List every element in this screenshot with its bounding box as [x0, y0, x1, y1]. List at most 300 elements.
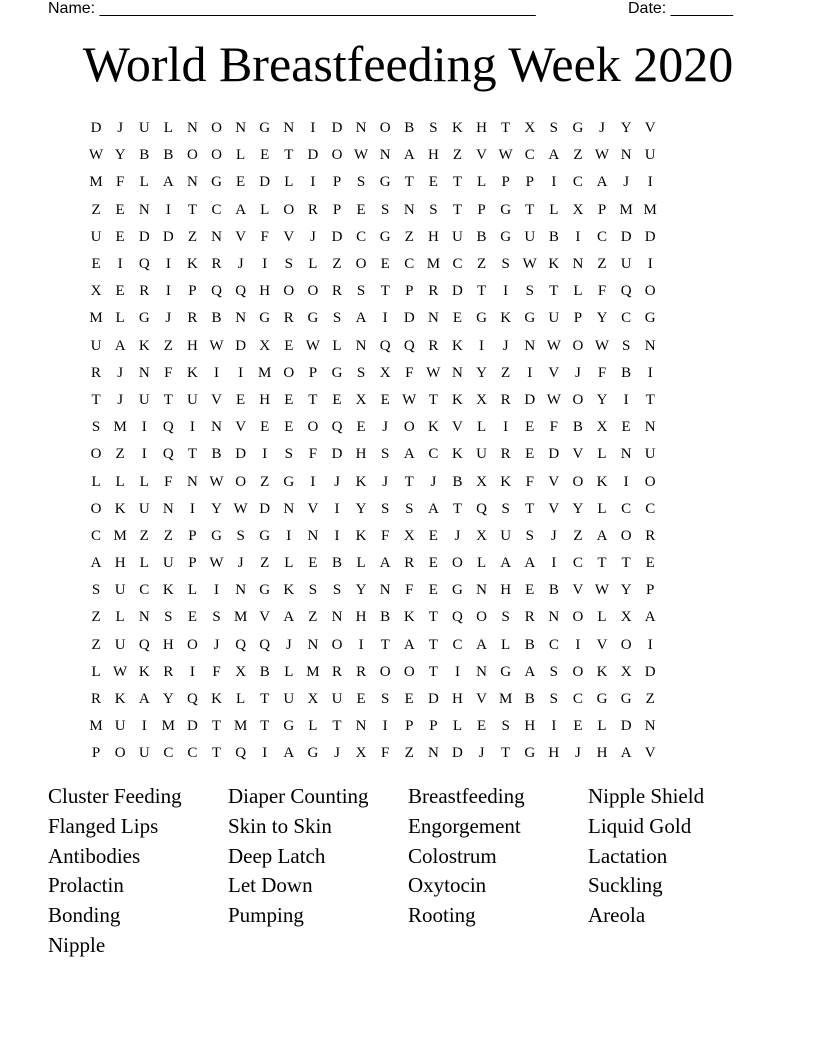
- grid-letter: T: [163, 391, 173, 408]
- grid-letter: S: [332, 582, 342, 599]
- grid-letter: L: [91, 473, 101, 490]
- grid-letter: O: [331, 636, 343, 653]
- grid-letter: Y: [162, 691, 174, 708]
- grid-letter: Y: [355, 500, 367, 517]
- grid-letter: Q: [235, 745, 247, 762]
- grid-letter: N: [187, 174, 198, 191]
- grid-letter: A: [90, 555, 102, 572]
- grid-letter: T: [332, 718, 342, 735]
- grid-letter: D: [187, 718, 198, 735]
- grid-letter: E: [187, 609, 197, 626]
- grid-letter: R: [187, 310, 198, 327]
- grid-letter: C: [621, 500, 632, 517]
- grid-letter: E: [428, 582, 438, 599]
- grid-letter: R: [356, 663, 367, 680]
- grid-letter: G: [211, 174, 222, 191]
- grid-letter: Z: [573, 527, 583, 544]
- grid-letter: Z: [260, 473, 270, 490]
- grid-letter: W: [209, 555, 224, 572]
- grid-letter: W: [594, 582, 610, 599]
- grid-row: [84, 197, 662, 224]
- grid-letter: Y: [114, 147, 126, 164]
- grid-letter: X: [620, 609, 632, 626]
- grid-letter: M: [426, 256, 441, 273]
- grid-letter: O: [379, 663, 391, 680]
- grid-row: [84, 333, 662, 360]
- grid-letter: S: [381, 446, 390, 463]
- grid-letter: K: [114, 691, 126, 708]
- grid-letter: U: [283, 691, 295, 708]
- grid-letter: E: [428, 527, 438, 544]
- grid-letter: I: [503, 283, 509, 300]
- grid-letter: W: [498, 147, 513, 164]
- grid-letter: F: [381, 745, 390, 762]
- grid-letter: T: [308, 391, 318, 408]
- grid-letter: U: [524, 228, 536, 245]
- grid-letter: V: [259, 609, 271, 626]
- grid-row: [84, 740, 662, 767]
- grid-letter: C: [452, 636, 463, 653]
- grid-letter: I: [647, 174, 653, 191]
- grid-letter: D: [331, 120, 343, 137]
- grid-letter: R: [428, 337, 439, 354]
- grid-letter: L: [332, 337, 342, 354]
- grid-letter: G: [379, 228, 391, 245]
- grid-letter: O: [572, 663, 584, 680]
- grid-letter: W: [546, 337, 561, 354]
- grid-letter: E: [525, 446, 535, 463]
- grid-letter: T: [428, 391, 438, 408]
- word-list-item: Cluster Feeding: [48, 784, 182, 808]
- grid-letter: A: [524, 555, 536, 572]
- grid-letter: G: [500, 201, 512, 218]
- word-list-item: Prolactin: [48, 873, 124, 898]
- grid-letter: M: [113, 527, 127, 544]
- grid-letter: F: [597, 283, 607, 300]
- grid-letter: U: [620, 256, 632, 273]
- grid-letter: D: [524, 391, 536, 408]
- grid-letter: D: [620, 718, 632, 735]
- word-list-item: Oxytocin: [408, 873, 487, 898]
- grid-letter: I: [165, 201, 171, 218]
- grid-letter: A: [596, 527, 608, 544]
- page-title: World Breastfeeding Week 2020: [82, 36, 734, 92]
- grid-letter: R: [139, 283, 150, 300]
- grid-letter: S: [212, 609, 221, 626]
- grid-letter: Q: [235, 283, 247, 300]
- grid-row: [84, 251, 662, 278]
- grid-letter: T: [452, 201, 463, 218]
- grid-letter: B: [139, 147, 150, 164]
- grid-letter: C: [645, 500, 656, 517]
- grid-letter: L: [139, 174, 149, 191]
- grid-letter: H: [548, 745, 560, 762]
- grid-letter: I: [623, 391, 629, 408]
- grid-letter: N: [355, 718, 367, 735]
- grid-letter: O: [620, 636, 632, 653]
- grid-letter: U: [138, 391, 150, 408]
- grid-letter: T: [428, 636, 438, 653]
- grid-letter: D: [90, 120, 102, 137]
- grid-letter: J: [454, 527, 461, 544]
- grid-letter: B: [452, 473, 463, 490]
- grid-letter: L: [236, 147, 246, 164]
- grid-letter: I: [575, 636, 581, 653]
- grid-letter: I: [189, 419, 195, 436]
- grid-letter: O: [211, 120, 222, 137]
- grid-letter: E: [115, 283, 125, 300]
- grid-letter: F: [597, 364, 607, 381]
- grid-letter: E: [380, 256, 390, 273]
- grid-letter: V: [452, 419, 463, 436]
- grid-letter: I: [262, 745, 268, 762]
- date-field-label: Date: _______: [628, 0, 733, 17]
- letter-grid: [84, 115, 662, 768]
- grid-row: [84, 305, 662, 332]
- grid-letter: W: [113, 663, 128, 680]
- grid-letter: F: [115, 174, 125, 191]
- grid-letter: R: [500, 391, 511, 408]
- grid-letter: B: [211, 446, 222, 463]
- grid-letter: S: [356, 364, 366, 381]
- grid-letter: M: [643, 201, 657, 218]
- grid-letter: G: [283, 718, 295, 735]
- grid-letter: N: [403, 201, 415, 218]
- grid-letter: H: [187, 337, 198, 354]
- grid-letter: W: [402, 391, 417, 408]
- grid-letter: O: [403, 419, 415, 436]
- grid-letter: X: [235, 663, 247, 680]
- grid-letter: S: [356, 174, 366, 191]
- grid-letter: L: [115, 609, 125, 626]
- grid-letter: F: [308, 446, 318, 463]
- grid-letter: E: [380, 391, 390, 408]
- grid-letter: J: [213, 636, 220, 653]
- grid-letter: N: [476, 663, 487, 680]
- grid-letter: T: [380, 283, 390, 300]
- grid-letter: B: [163, 147, 174, 164]
- grid-letter: A: [283, 609, 295, 626]
- grid-letter: K: [355, 473, 367, 490]
- grid-letter: N: [331, 609, 343, 626]
- grid-letter: W: [594, 337, 610, 354]
- grid-letter: I: [527, 364, 533, 381]
- grid-letter: Q: [259, 636, 271, 653]
- grid-letter: O: [235, 473, 247, 490]
- word-list-item: Nipple: [48, 932, 106, 957]
- grid-letter: Z: [476, 256, 487, 273]
- word-list-item: Rooting: [408, 903, 476, 928]
- grid-letter: H: [114, 555, 126, 572]
- grid-letter: T: [211, 718, 222, 735]
- word-list: [48, 782, 768, 961]
- grid-letter: J: [165, 310, 172, 327]
- grid-letter: A: [235, 201, 247, 218]
- grid-letter: B: [572, 419, 583, 436]
- grid-letter: P: [188, 555, 197, 572]
- grid-row: [84, 577, 662, 604]
- grid-letter: Q: [620, 283, 632, 300]
- grid-letter: Z: [115, 446, 125, 463]
- grid-letter: Y: [596, 310, 608, 327]
- grid-letter: I: [214, 364, 220, 381]
- grid-row: [84, 278, 662, 305]
- grid-letter: J: [430, 473, 437, 490]
- grid-letter: Z: [332, 256, 342, 273]
- grid-letter: Y: [620, 582, 632, 599]
- grid-letter: J: [575, 745, 581, 762]
- grid-letter: I: [551, 174, 557, 191]
- grid-letter: B: [211, 310, 222, 327]
- grid-letter: U: [548, 310, 560, 327]
- grid-letter: F: [525, 473, 534, 490]
- grid-letter: Q: [452, 609, 463, 626]
- grid-row: [84, 468, 662, 495]
- grid-letter: I: [551, 718, 557, 735]
- grid-letter: Y: [572, 500, 584, 517]
- grid-letter: H: [259, 391, 271, 408]
- grid-letter: B: [404, 120, 415, 137]
- grid-letter: D: [331, 446, 343, 463]
- grid-letter: S: [356, 283, 366, 300]
- word-list-item: Deep Latch: [228, 843, 326, 868]
- grid-letter: L: [91, 663, 101, 680]
- grid-letter: N: [187, 473, 198, 490]
- grid-letter: D: [403, 310, 415, 327]
- grid-letter: G: [500, 663, 512, 680]
- grid-letter: N: [476, 582, 487, 599]
- grid-letter: G: [259, 310, 271, 327]
- grid-letter: R: [211, 256, 222, 273]
- grid-letter: S: [621, 337, 631, 354]
- grid-letter: W: [594, 147, 610, 164]
- grid-letter: I: [189, 500, 195, 517]
- grid-letter: P: [405, 718, 414, 735]
- grid-letter: A: [620, 745, 632, 762]
- grid-letter: O: [187, 636, 198, 653]
- grid-row: [84, 686, 662, 713]
- word-list-item: Diaper Counting: [228, 784, 369, 808]
- grid-letter: E: [356, 419, 366, 436]
- grid-letter: L: [501, 636, 511, 653]
- grid-letter: U: [452, 228, 463, 245]
- grid-letter: I: [575, 228, 581, 245]
- grid-letter: I: [647, 636, 653, 653]
- grid-letter: S: [501, 718, 510, 735]
- grid-letter: R: [307, 201, 318, 218]
- grid-letter: S: [308, 582, 318, 599]
- grid-letter: G: [524, 745, 536, 762]
- grid-letter: L: [236, 691, 246, 708]
- grid-letter: C: [91, 527, 102, 544]
- grid-letter: V: [235, 228, 247, 245]
- grid-letter: S: [549, 120, 558, 137]
- grid-letter: Q: [379, 337, 391, 354]
- grid-letter: I: [479, 337, 485, 354]
- grid-letter: Z: [163, 527, 173, 544]
- grid-letter: J: [382, 473, 389, 490]
- grid-letter: G: [259, 582, 271, 599]
- grid-letter: V: [283, 228, 295, 245]
- grid-letter: E: [260, 147, 270, 164]
- grid-letter: I: [310, 174, 316, 191]
- grid-letter: E: [284, 337, 294, 354]
- grid-letter: L: [308, 256, 318, 273]
- grid-letter: T: [404, 174, 414, 191]
- grid-letter: A: [403, 446, 415, 463]
- grid-letter: A: [476, 636, 487, 653]
- grid-letter: T: [260, 691, 270, 708]
- grid-row: [84, 414, 662, 441]
- grid-letter: N: [572, 256, 584, 273]
- grid-letter: X: [355, 391, 367, 408]
- grid-letter: O: [403, 663, 415, 680]
- grid-letter: K: [283, 582, 295, 599]
- grid-letter: T: [476, 283, 487, 300]
- grid-letter: G: [307, 310, 319, 327]
- grid-letter: O: [114, 745, 126, 762]
- grid-letter: B: [524, 691, 535, 708]
- grid-letter: U: [500, 527, 512, 544]
- grid-letter: O: [90, 500, 102, 517]
- grid-letter: L: [115, 473, 125, 490]
- grid-letter: R: [428, 283, 439, 300]
- grid-letter: N: [138, 609, 150, 626]
- grid-letter: Y: [596, 391, 608, 408]
- grid-letter: T: [501, 745, 511, 762]
- word-list-item: Let Down: [228, 873, 313, 898]
- grid-letter: N: [427, 745, 439, 762]
- grid-letter: L: [356, 555, 366, 572]
- grid-letter: E: [645, 555, 655, 572]
- grid-letter: S: [284, 446, 293, 463]
- grid-letter: Q: [235, 636, 247, 653]
- word-list-item: Areola: [588, 903, 646, 928]
- grid-letter: X: [379, 364, 391, 381]
- grid-letter: X: [572, 201, 584, 218]
- grid-letter: W: [209, 337, 224, 354]
- grid-letter: A: [548, 147, 560, 164]
- grid-letter: Y: [476, 364, 487, 381]
- grid-row: [84, 713, 662, 740]
- grid-letter: S: [381, 201, 390, 218]
- grid-row: [84, 604, 662, 631]
- grid-letter: L: [597, 609, 607, 626]
- grid-letter: I: [141, 419, 147, 436]
- grid-letter: N: [307, 636, 319, 653]
- grid-letter: Q: [162, 446, 174, 463]
- grid-letter: P: [477, 201, 486, 218]
- grid-letter: K: [548, 256, 560, 273]
- grid-letter: N: [283, 500, 295, 517]
- grid-letter: T: [597, 555, 607, 572]
- grid-letter: C: [428, 446, 439, 463]
- grid-letter: W: [522, 256, 537, 273]
- grid-letter: U: [114, 636, 126, 653]
- grid-letter: K: [452, 337, 463, 354]
- grid-letter: H: [596, 745, 608, 762]
- grid-letter: X: [620, 663, 632, 680]
- grid-letter: S: [284, 256, 293, 273]
- grid-letter: I: [334, 527, 340, 544]
- grid-letter: L: [573, 283, 583, 300]
- grid-letter: A: [379, 555, 391, 572]
- grid-letter: P: [405, 283, 414, 300]
- grid-letter: T: [645, 391, 655, 408]
- grid-letter: T: [525, 500, 535, 517]
- grid-letter: I: [141, 718, 147, 735]
- grid-letter: I: [454, 663, 460, 680]
- grid-letter: Z: [597, 256, 607, 273]
- grid-letter: U: [644, 147, 656, 164]
- grid-letter: L: [139, 555, 149, 572]
- grid-letter: U: [114, 718, 126, 735]
- grid-letter: H: [476, 120, 487, 137]
- grid-letter: C: [524, 147, 535, 164]
- grid-letter: P: [597, 201, 607, 218]
- grid-letter: J: [550, 527, 557, 544]
- grid-letter: Q: [331, 419, 343, 436]
- grid-letter: K: [187, 256, 198, 273]
- grid-letter: O: [355, 256, 367, 273]
- grid-letter: V: [476, 147, 487, 164]
- grid-letter: V: [235, 419, 247, 436]
- grid-letter: Z: [91, 609, 101, 626]
- grid-letter: I: [310, 120, 316, 137]
- grid-letter: Y: [211, 500, 222, 517]
- grid-letter: G: [452, 582, 463, 599]
- grid-letter: J: [382, 419, 389, 436]
- grid-letter: F: [212, 663, 221, 680]
- grid-letter: E: [525, 582, 535, 599]
- grid-letter: I: [141, 446, 147, 463]
- grid-letter: Z: [573, 147, 583, 164]
- grid-letter: H: [427, 228, 439, 245]
- grid-letter: J: [117, 391, 124, 408]
- grid-letter: S: [549, 663, 558, 680]
- grid-letter: W: [233, 500, 248, 517]
- grid-letter: O: [211, 147, 222, 164]
- grid-letter: M: [498, 691, 513, 708]
- grid-letter: N: [548, 609, 560, 626]
- grid-letter: M: [89, 310, 103, 327]
- grid-letter: I: [165, 256, 171, 273]
- grid-letter: J: [502, 337, 509, 354]
- grid-letter: T: [428, 663, 438, 680]
- grid-letter: M: [89, 718, 103, 735]
- grid-letter: A: [403, 636, 415, 653]
- grid-letter: C: [548, 636, 559, 653]
- grid-letter: J: [237, 256, 244, 273]
- grid-letter: L: [452, 718, 463, 735]
- grid-letter: E: [236, 391, 246, 408]
- grid-letter: B: [621, 364, 632, 381]
- grid-letter: E: [356, 201, 366, 218]
- grid-letter: Q: [138, 256, 150, 273]
- word-list-item: Skin to Skin: [228, 813, 332, 838]
- grid-row: [84, 441, 662, 468]
- word-list-item: Bonding: [48, 903, 121, 928]
- grid-letter: L: [163, 120, 173, 137]
- grid-letter: Z: [163, 337, 173, 354]
- word-list-item: Nipple Shield: [588, 784, 705, 808]
- grid-letter: O: [644, 473, 656, 490]
- grid-letter: X: [476, 473, 487, 490]
- grid-letter: U: [644, 446, 656, 463]
- grid-letter: L: [260, 201, 270, 218]
- grid-letter: S: [429, 201, 438, 218]
- grid-letter: S: [525, 527, 534, 544]
